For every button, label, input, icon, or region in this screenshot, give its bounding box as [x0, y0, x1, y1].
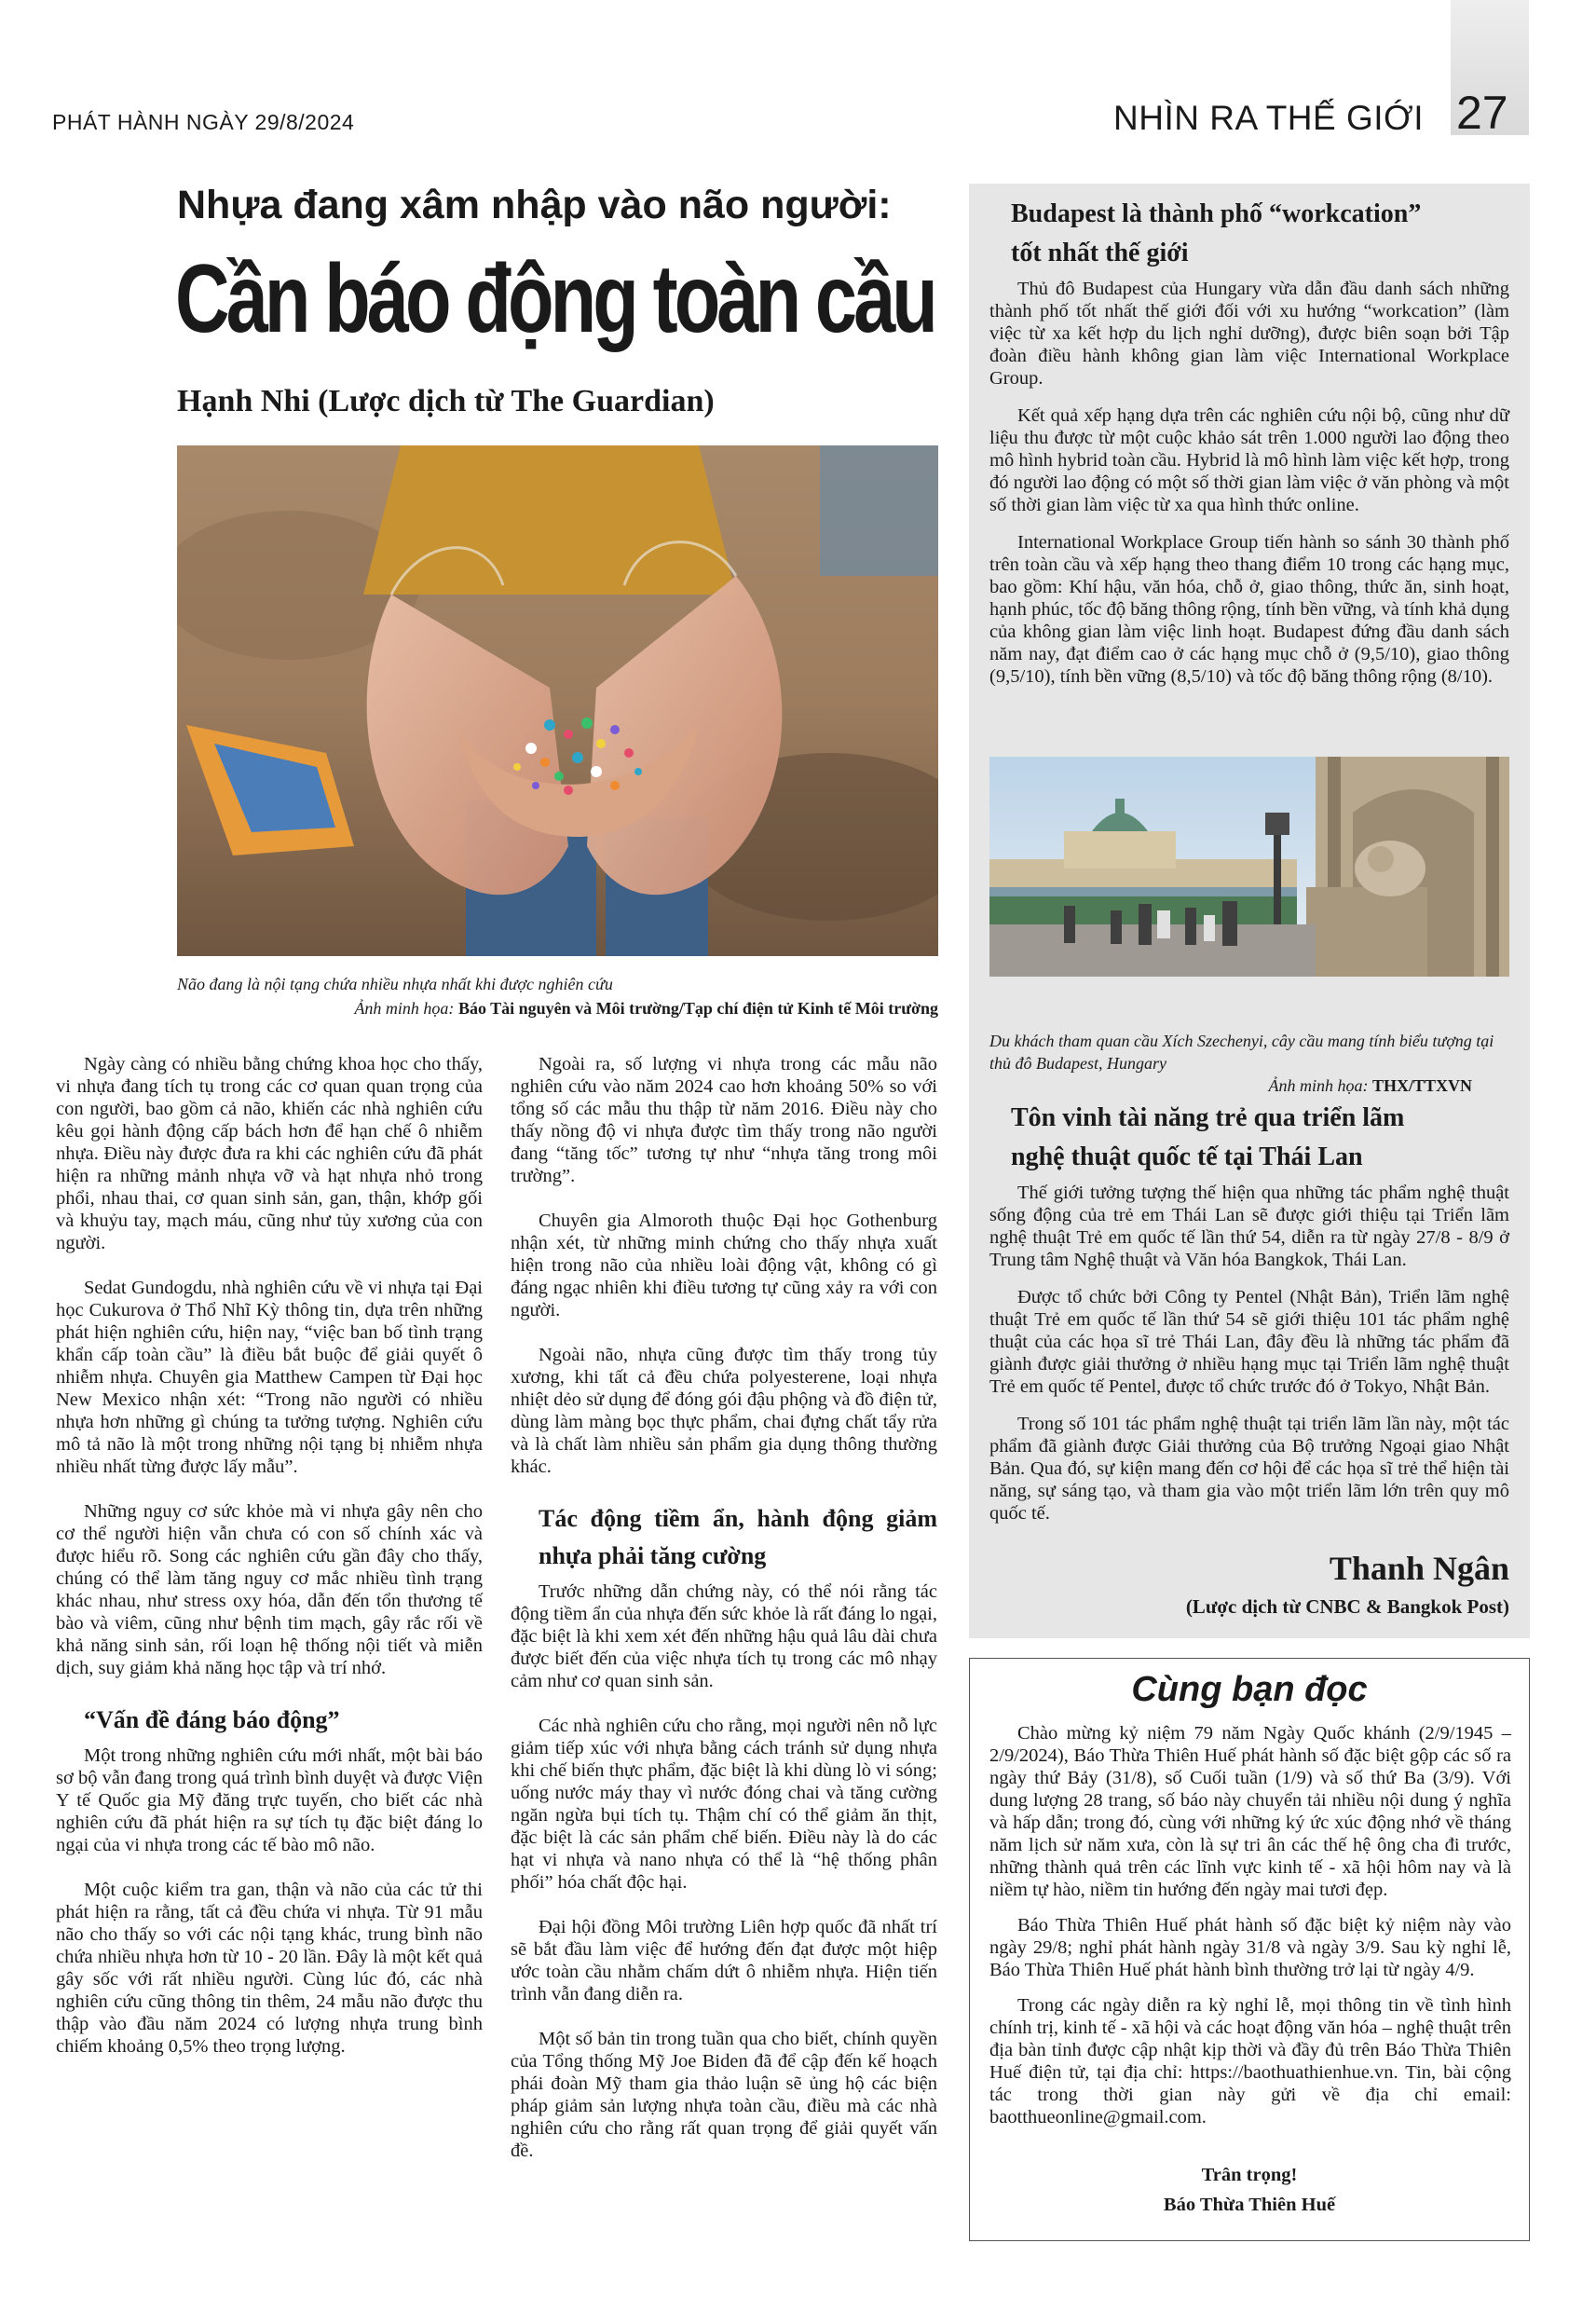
article-headline: Cần báo động toàn cầu	[175, 245, 934, 353]
microplastics-photo	[177, 445, 938, 956]
closing-line: Trân trọng!	[1201, 2165, 1298, 2185]
paragraph: Các nhà nghiên cứu cho rằng, mọi người nên nỗ lực giảm tiếp xúc với nhựa bằng cách tránh sử dụng nhựa khi chế biến thực phẩm, đặc biệt là khi dùng lò vi sóng; uống nước máy thay vì nước đóng chai và tăng cường ngăn ngừa bụi tích tụ. Thậm chí có thể giảm ăn thịt, đặc biệt là các sản phẩm chế biến. Điều này là do các hạt vi nhựa và nano nhựa có thể là “hệ thống phân phối” hóa chất độc hại.	[511, 1716, 937, 1893]
budapest-headline-line2: tốt nhất thế giới	[1011, 239, 1189, 267]
paragraph: Kết quả xếp hạng dựa trên các nghiên cứu nội bộ, cũng như dữ liệu thu được từ một cuộc khảo sát trên 1.000 người lao động theo mô hình hybrid toàn cầu. Hybrid là mô hình làm việc kết hợp, trong đó người lao động có một số thời gian làm việc ở văn phòng và một số thời gian làm việc từ xa qua hình thức online.	[989, 405, 1509, 515]
paragraph: Chào mừng kỷ niệm 79 năm Ngày Quốc khánh (2/9/1945 – 2/9/2024), Báo Thừa Thiên Huế phát hành số đặc biệt gộp các số ra ngày thứ Bảy (31/8), số Cuối tuần (1/9) và số thứ Ba (3/9). Với dung lượng 28 trang, số báo này chuyển tải nhiều nội dung ý nghĩa và hấp dẫn; trong đó, cùng với những ký ức xúc động nhớ về tháng năm lịch sử năm xưa, còn là sự tri ân các thế hệ ông cha đi trước, những thành quả trên các lĩnh vực kinh tế - xã hội hôm nay và là niềm tự hào, niềm tin hướng đến ngày mai tươi đẹp.	[989, 1723, 1511, 1900]
issue-date: PHÁT HÀNH NGÀY 29/8/2024	[52, 110, 355, 134]
thailand-article	[989, 1182, 1509, 1539]
photo-credit	[989, 1074, 1509, 1097]
paragraph: Trong các ngày diễn ra kỳ nghỉ lễ, mọi thông tin về tình hình chính trị, kinh tế - xã hội và các hoạt động văn hóa – nghệ thuật trên địa bàn tỉnh được cập nhật kịp thời và đầy đủ trên Báo Thừa Thiên Huế điện tử, tại địa chỉ: https://baothuathienhue.vn. Tin, bài cộng tác trong thời gian này gửi về địa chỉ email: baotthueonline@gmail.com.	[989, 1995, 1511, 2127]
article-byline: Hạnh Nhi (Lược dịch từ The Guardian)	[177, 384, 715, 418]
article-column-1	[56, 1053, 483, 2080]
paragraph: Ngoài não, nhựa cũng được tìm thấy trong tủy xương, khi tất cả đều chứa polyesterene, loại nhựa nhiệt dẻo sử dụng để đóng gói đậu phộng và đồ điện tử, dùng làm màng bọc thực phẩm, chai đựng chất tẩy rửa và là chất làm nhiều sản phẩm gia dụng thông thường khác.	[511, 1345, 937, 1477]
article-kicker: Nhựa đang xâm nhập vào não người:	[177, 183, 892, 227]
caption-text: Não đang là nội tạng chứa nhiều nhựa nhất khi được nghiên cứu	[177, 975, 613, 993]
paragraph: Một cuộc kiểm tra gan, thận và não của các tử thi phát hiện ra rằng, tất cả đều chứa vi nhựa. Từ 91 mẫu não cho thấy so với các nội tạng khác, trung bình não chứa nhiều nhựa hơn từ 10 - 20 lần. Đây là một kết quả gây sốc với rất nhiều người. Cùng lúc đó, các nhà nghiên cứu cũng thông tin thêm, 24 mẫu não được thu thập vào đầu năm 2024 có lượng nhựa trung bình chiếm khoảng 0,5% theo trọng lượng.	[56, 1880, 483, 2057]
publisher-name: Báo Thừa Thiên Huế	[1163, 2195, 1336, 2215]
paragraph: Những nguy cơ sức khỏe mà vi nhựa gây nên cho cơ thể người hiện vẫn chưa có con số chính xác và được hiểu rõ. Song các nghiên cứu gần đây cho thấy, chúng có thể làm tăng nguy cơ mắc nhiều tình trạng khác nhau, như stress oxy hóa, dẫn đến tổn thương tế bào và viêm, cũng như bệnh tim mạch, gây rắc rối về khả năng sinh sản, rối loạn hệ thống nội tiết và miễn dịch, suy giảm khả năng học tập và trí nhớ.	[56, 1501, 483, 1678]
subheading: Tác động tiềm ẩn, hành động giảm nhựa phải tăng cường	[539, 1505, 937, 1569]
paragraph: Được tổ chức bởi Công ty Pentel (Nhật Bản), Triển lãm nghệ thuật Trẻ em quốc tế lần thứ 54 sẽ giới thiệu 101 tác phẩm nghệ thuật của các họa sĩ trẻ Thái Lan, đây đều là những tác phẩm đã giành được giải thưởng ở nhiều hạng mục tại Triển lãm nghệ thuật Trẻ em quốc tế Pentel, được tổ chức trước đó ở Tokyo, Nhật Bản.	[989, 1287, 1509, 1397]
paragraph: Một trong những nghiên cứu mới nhất, một bài báo sơ bộ vẫn đang trong quá trình bình duyệt và được Viện Y tế Quốc gia Mỹ đăng trực tuyến, cho biết các nhà nghiên cứu đã phát hiện ra sự tích tụ đặc biệt đáng lo ngại của vi nhựa trong các tế bào mô não.	[56, 1745, 483, 1855]
caption-text: Du khách tham quan cầu Xích Szechenyi, cây cầu mang tính biểu tượng tại thủ đô Budapest, Hungary	[989, 1032, 1494, 1073]
main-photo-caption	[177, 972, 938, 1020]
photo-credit-source: THX/TTXVN	[1371, 1076, 1472, 1095]
paragraph: Thủ đô Budapest của Hungary vừa dẫn đầu danh sách những thành phố tốt nhất thế giới đối với xu hướng “workcation” (làm việc từ xa kết hợp du lịch nghỉ dưỡng), được biên soạn bởi Tập đoàn điều hành không gian làm việc International Workplace Group.	[989, 279, 1509, 389]
readers-notice-signature	[969, 2160, 1530, 2220]
readers-notice-body	[989, 1722, 1511, 2141]
paragraph: Sedat Gundogdu, nhà nghiên cứu về vi nhựa tại Đại học Cukurova ở Thổ Nhĩ Kỳ thông tin, dựa trên những phát hiện nghiên cứu, hiện nay, “việc ban bố tình trạng khẩn cấp toàn cầu” là điều bắt buộc để giải quyết ô nhiễm nhựa. Chuyên gia Matthew Campen từ Đại học New Mexico nhận xét: “Trong não người có nhiều nhựa hơn những gì chúng ta tưởng tượng. Nghiên cứu mô tả não là một trong những nội tạng bị nhiễm nhựa nhiều nhất từng được lấy mẫu”.	[56, 1278, 483, 1477]
paragraph: Một số bản tin trong tuần qua cho biết, chính quyền của Tổng thống Mỹ Joe Biden đã để cập đến kế hoạch phái đoàn Mỹ tham gia thảo luận sẽ ủng hộ các biện pháp giảm sản lượng nhựa toàn cầu, điều mà các nhà nghiên cứu cho rằng rất quan trọng để giải quyết vấn đề.	[511, 2029, 937, 2161]
thailand-headline-line1: Tôn vinh tài năng trẻ qua triển lãm	[1011, 1103, 1405, 1132]
paragraph: Thế giới tưởng tượng thế hiện qua những tác phẩm nghệ thuật sống động của trẻ em Thái Lan sẽ được giới thiệu tại Triển lãm nghệ thuật Trẻ em quốc tế lần thứ 54, diễn ra từ ngày 27/8 - 8/9 ở Trung tâm Nghệ thuật và Văn hóa Bangkok, Thái Lan.	[989, 1183, 1509, 1270]
paragraph: International Workplace Group tiến hành so sánh 30 thành phố trên toàn cầu và xếp hạng theo thang điểm 10 trong các hạng mục, bao gồm: Khí hậu, văn hóa, chỗ ở, giao thông, thức ăn, sinh hoạt, hạnh phúc, tốc độ băng thông rộng, tính bền vững, và tính khả dụng của không gian làm việc linh hoạt. Budapest đứng đầu danh sách năm nay, đạt điểm cao ở các hạng mục chỗ ở (9,5/10), giao thông (9,5/10), tính bền vững (8,5/10) và tốc độ băng thông rộng (8/10).	[989, 532, 1509, 687]
chain-bridge-photo	[989, 757, 1509, 977]
article-column-2	[511, 1053, 937, 2184]
paragraph: Trước những dẫn chứng này, có thể nói rằng tác động tiềm ẩn của nhựa đến sức khỏe là rất đáng lo ngại, đặc biệt là khi xem xét đến những hậu quả lâu dài chưa được biết đến của việc nhựa tích tụ trong các mô nhạy cảm như cơ quan sinh sản.	[511, 1581, 937, 1691]
thailand-headline-line2: nghệ thuật quốc tế tại Thái Lan	[1011, 1142, 1363, 1171]
photo-credit-label: Ảnh minh họa:	[354, 999, 458, 1018]
budapest-headline-line1: Budapest là thành phố “workcation”	[1011, 199, 1422, 228]
photo-credit-source: Báo Tài nguyên và Môi trường/Tạp chí điện tử Kinh tế Môi trường	[457, 999, 938, 1018]
paragraph: Chuyên gia Almoroth thuộc Đại học Gothenburg nhận xét, từ những minh chứng cho thấy nhựa xuất hiện trong não của nhiều loài động vật, không có gì đáng ngạc nhiên khi điều tương tự cũng xảy ra với con người.	[511, 1211, 937, 1320]
paragraph: Ngoài ra, số lượng vi nhựa trong các mẫu não nghiên cứu vào năm 2024 cao hơn khoảng 50% so với tổng số các mẫu thu thập từ năm 2016. Điều này cho thấy nồng độ vi nhựa được tìm thấy trong não người đang “tăng tốc” tương tự như “nhựa tăng trong môi trường”.	[511, 1054, 937, 1186]
page-number: 27	[1456, 87, 1508, 139]
paragraph: Trong số 101 tác phẩm nghệ thuật tại triển lãm lần này, một tác phẩm đã giành được Giải thưởng của Bộ trưởng Ngoại giao Nhật Bản. Qua đó, sự kiện mang đến cơ hội để các họa sĩ trẻ thể hiện tài năng, sự sáng tạo, và tham gia vào một triển lãm lớn trên quy mô quốc tế.	[989, 1414, 1509, 1524]
photo-credit-label: Ảnh minh họa:	[1268, 1076, 1372, 1095]
paragraph: Ngày càng có nhiều bằng chứng khoa học cho thấy, vi nhựa đang tích tụ trong các cơ quan quan trọng của con người, bao gồm cả não, khiến các nhà nghiên cứu kêu gọi hành động cấp bách hơn để hạn chế ô nhiễm nhựa. Điều này được đưa ra khi các nghiên cứu đã phát hiện ra những mảnh nhựa vỡ và hạt nhựa nhỏ trong phổi, nhau thai, cơ quan sinh sản, gan, thận, khớp gối và khuỷu tay, mạch máu, cũng như tủy xương của con người.	[56, 1054, 483, 1253]
budapest-article	[989, 278, 1509, 703]
readers-notice-title: Cùng bạn đọc	[1131, 1670, 1368, 1709]
sidebar-author: Thanh Ngân	[1329, 1550, 1509, 1587]
paragraph: Đại hội đồng Môi trường Liên hợp quốc đã nhất trí sẽ bắt đầu làm việc để hướng đến đạt được một hiệp ước toàn cầu nhằm chấm dứt ô nhiễm nhựa. Hiện tiến trình vẫn đang diễn ra.	[511, 1917, 937, 2004]
budapest-photo-caption	[989, 1030, 1509, 1097]
section-title: NHÌN RA THẾ GIỚI	[1113, 99, 1425, 137]
paragraph: Báo Thừa Thiên Huế phát hành số đặc biệt kỷ niệm này vào ngày 29/8; nghỉ phát hành ngày 31/8 và ngày 3/9. Sau kỳ nghỉ lễ, Báo Thừa Thiên Huế phát hành bình thường trở lại từ ngày 4/9.	[989, 1915, 1511, 1980]
photo-credit	[177, 996, 938, 1020]
subheading: “Vấn đề đáng báo động”	[84, 1706, 340, 1733]
sidebar-source: (Lược dịch từ CNBC & Bangkok Post)	[1185, 1595, 1509, 1618]
